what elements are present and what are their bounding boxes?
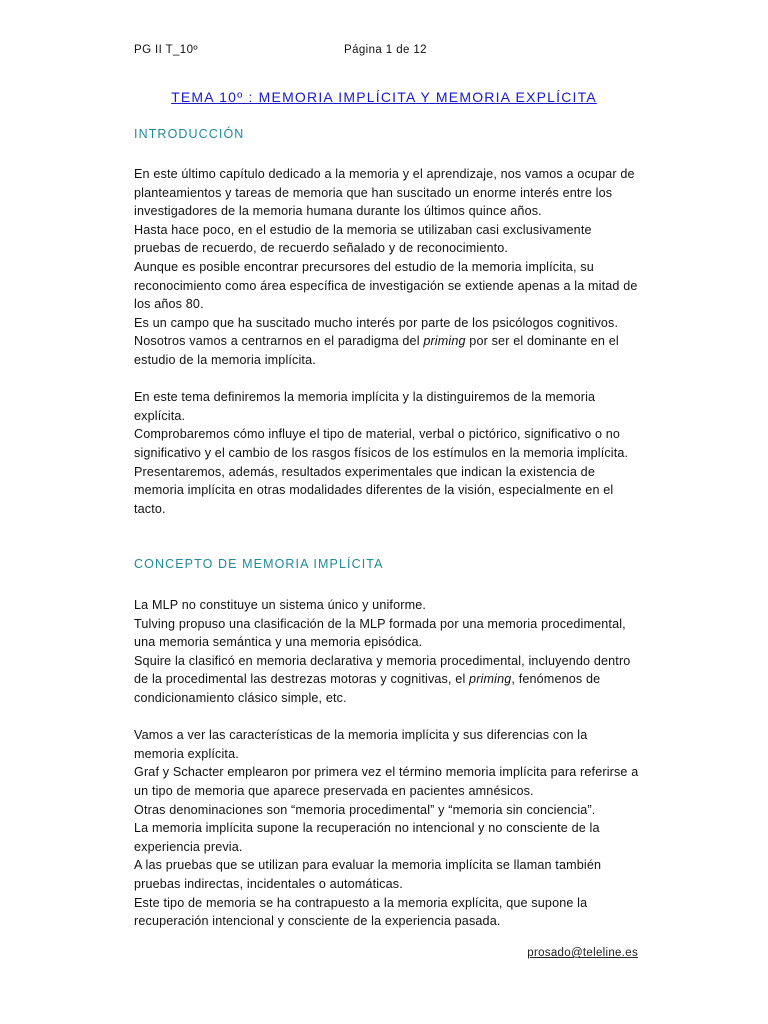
paragraph: En este último capítulo dedicado a la memoria y el aprendizaje, nos vamos a ocupar de planteamientos y tareas de memoria que han suscitado un enorme interés entre los investigadores de la memoria humana durante los últimos quince años. [134,167,635,219]
paragraph: Este tipo de memoria se ha contrapuesto a la memoria explícita, que supone la recuperación intencional y consciente de la experiencia pasada. [134,895,588,929]
header-doc-id: PG II T_10º [134,44,199,56]
italic-term: priming [469,672,512,687]
paragraph: En este tema definiremos la memoria implícita y la distinguiremos de la memoria explícita. [134,390,596,423]
concept-body [134,596,639,931]
paragraph: Hasta hace poco, en el estudio de la memoria se utilizaban casi exclusivamente pruebas de recuerdo, de recuerdo señalado y de reconocimiento. [134,222,592,256]
paragraph: Otras denominaciones son “memoria procedimental” y “memoria sin conciencia”. [134,802,596,817]
page-title: TEMA 10º : MEMORIA IMPLÍCITA Y MEMORIA EXPLÍCITA [171,89,597,105]
header-page-label: Página 1 de 12 [344,44,427,56]
section-heading-intro: INTRODUCCIÓN [134,127,245,141]
text-run: Squire la clasificó en memoria declarativa y memoria procedimental, incluyendo dentro de la procedimental las destrezas motoras y cognitivas, el [134,653,631,687]
paragraph: La MLP no constituye un sistema único y uniforme. [134,598,427,612]
paragraph: Aunque es posible encontrar precursores del estudio de la memoria implícita, su reconocimiento como área específica de investigación se extiende apenas a la mitad de los años 80. [134,259,638,312]
paragraph: Tulving propuso una clasificación de la MLP formada por una memoria procedimental, una memoria semántica y una memoria episódica. [134,616,626,650]
paragraph: A las pruebas que se utilizan para evaluar la memoria implícita se llaman también pruebas indirectas, incidentales o automáticas. [134,858,602,891]
text-run: , fenómenos de condicionamiento clásico simple, etc. [134,672,601,705]
paragraph: La memoria implícita supone la recuperación no intencional y no consciente de la experiencia previa. [134,821,600,854]
section-heading-concept: CONCEPTO DE MEMORIA IMPLÍCITA [134,557,384,571]
paragraph [134,332,639,369]
paragraph: Graf y Schacter emplearon por primera vez el término memoria implícita para referirse a un tipo de memoria que aparece preservada en pacientes amnésicos. [134,765,639,798]
text-run: Nosotros vamos a centrarnos en el paradigma del [134,334,424,349]
paragraph: Es un campo que ha suscitado mucho interés por parte de los psicólogos cognitivos. [134,315,619,330]
text-run: por ser el dominante en el estudio de la memoria implícita. [134,334,619,367]
paragraph: Comprobaremos cómo influye el tipo de material, verbal o pictórico, significativo o no significativo y el cambio de los rasgos físicos de los estímulos en la memoria implícita. [134,427,629,460]
intro-body [134,165,639,518]
paragraph [134,652,639,708]
paragraph: Vamos a ver las características de la memoria implícita y sus diferencias con la memoria explícita. [134,728,588,761]
footer-email-link[interactable]: prosado@teleline.es [527,947,638,959]
paragraph: Presentaremos, además, resultados experimentales que indican la existencia de memoria implícita en otras modalidades diferentes de la visión, especialmente en el tacto. [134,464,614,516]
italic-term: priming [423,334,466,349]
